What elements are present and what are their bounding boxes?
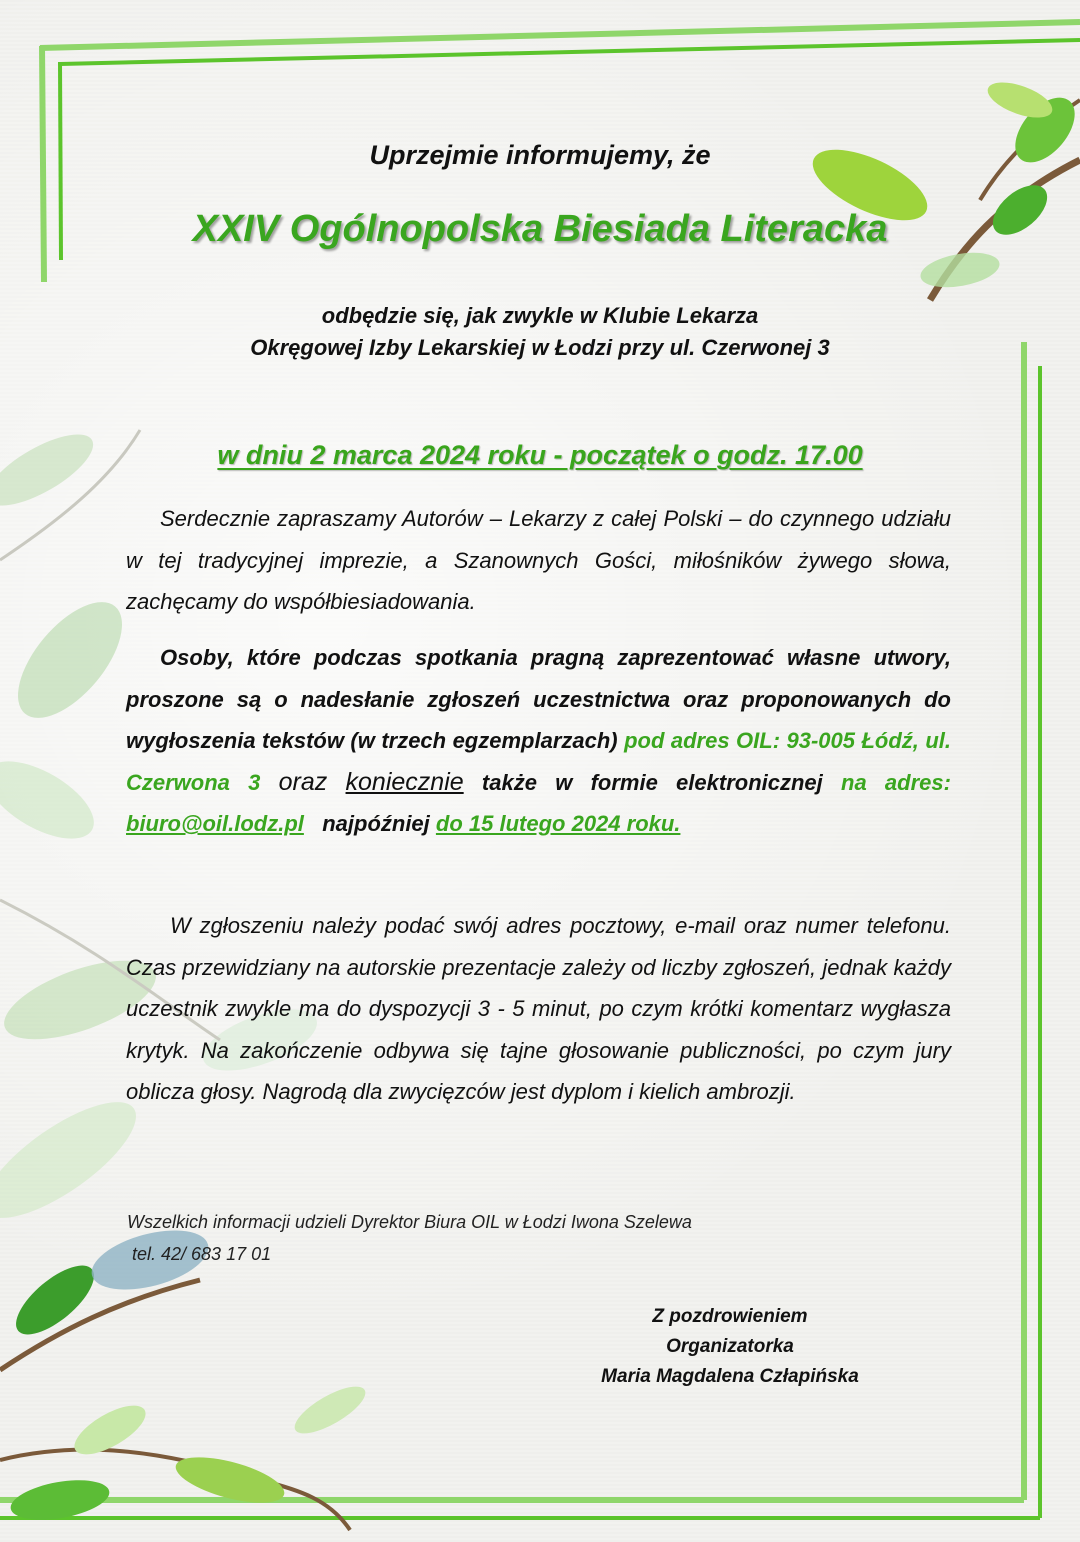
closing-signature xyxy=(560,1302,900,1392)
paragraph-invitation xyxy=(126,498,951,623)
contact-phone: tel. 42/ 683 17 01 xyxy=(132,1244,272,1264)
closing-greeting: Z pozdrowieniem xyxy=(652,1306,808,1327)
paragraph-details xyxy=(126,905,951,1113)
contact-info xyxy=(127,1206,692,1270)
deadline-date: do 15 lutego 2024 roku. xyxy=(435,811,681,836)
submission-text: Osoby, które podczas spotkania pragną zaprezentować własne utwory, proszone są o nadesłanie zgłoszeń uczestnictwa oraz proponowanych do wygłoszenia tekstów (w trzech egzemplarzach) xyxy=(126,645,951,753)
paragraph-invitation-text: Serdecznie zapraszamy Autorów – Lekarzy z całej Polski – do czynnego udziału w tej tradycyjnej imprezie, a Szanownych Gości, miłośników żywego słowa, zachęcamy do współbiesiadowania. xyxy=(126,506,951,614)
paragraph-submission xyxy=(126,637,951,845)
paragraph-details-text: W zgłoszeniu należy podać swój adres pocztowy, e-mail oraz numer telefonu. Czas przewidziany na autorskie prezentacje zależy od liczby zgłoszeń, jednak każdy uczestnik zwykle ma do dyspozycji 3 - 5 minut, po czym krótki komentarz wygłasza krytyk. Na zakończenie odbywa się tajne głosowanie publiczności, po czym jury oblicza głosy. Nagrodą dla zwycięzców jest dyplom i kielich ambrozji. xyxy=(126,913,951,1104)
venue-info xyxy=(0,300,1080,364)
event-title: XXIV Ogólnopolska Biesiada Literacka xyxy=(192,208,888,250)
event-date: w dniu 2 marca 2024 roku - początek o godz. 17.00 xyxy=(217,440,863,470)
venue-line-2: Okręgowej Izby Lekarskiej w Łodzi przy ul. Czerwonej 3 xyxy=(250,335,830,360)
electronic-form: w formie elektronicznej xyxy=(555,769,823,795)
word-takze: także xyxy=(481,769,537,795)
intro-text: Uprzejmie informujemy, że xyxy=(369,140,711,170)
word-oraz: oraz xyxy=(278,767,328,796)
word-najpozniej: najpóźniej xyxy=(322,811,430,836)
email-link[interactable]: biuro@oil.lodz.pl xyxy=(126,811,304,836)
closing-role: Organizatorka xyxy=(666,1336,794,1357)
word-koniecznie: koniecznie xyxy=(345,767,464,796)
venue-line-1: odbędzie się, jak zwykle w Klubie Lekarza xyxy=(321,303,759,328)
na-adres-label: na adres: xyxy=(841,769,951,795)
closing-name: Maria Magdalena Człapińska xyxy=(601,1366,859,1387)
contact-line-1: Wszelkich informacji udzieli Dyrektor Biura OIL w Łodzi Iwona Szelewa xyxy=(127,1212,692,1232)
postal-address: pod adres OIL: 93-005 Łódź, ul. Czerwona 3 xyxy=(126,728,951,795)
branch-top-right xyxy=(803,75,1080,300)
